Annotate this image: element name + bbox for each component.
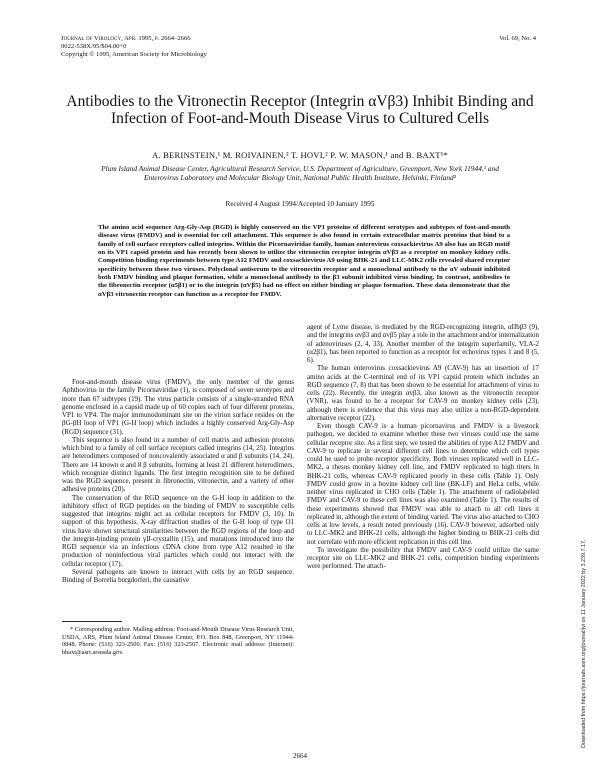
abstract: The amino acid sequence Arg-Gly-Asp (RGD) is highly conserved on the VP1 proteins of different serotypes and subtypes of foot-and-mouth disease virus (FMDV) and is essential for cell attachment. This sequence is also found in certain extracellular matrix proteins that bind to a family of cell surface receptors called integrins. Within the Picornaviridae family, human enterovirus coxsackievirus A9 also has an RGD motif on its VP1 capsid protein and has recently been shown to utilize the vitronectin receptor integrin αVβ3 as a receptor on monkey kidney cells. Competition binding experiments between type A12 FMDV and coxsackievirus A9 using BHK-21 and LLC-MK2 cells revealed shared receptor specificity between these two viruses. Polyclonal antiserum to the vitronectin receptor and a monoclonal antibody to the αV subunit inhibited both FMDV binding and plaque formation, while a monoclonal antibody to the β3 subunit inhibited virus binding. In contrast, antibodies to the fibronectin receptor (α5β1) or to the integrin (αVβ5) had no effect on either binding or plaque formation. These data demonstrate that the αVβ3 vitronectin receptor can function as a receptor for FMDV. [98, 224, 510, 298]
body-paragraph: Foot-and-mouth disease virus (FMDV), the only member of the genus Aphthovirus in the family Picornaviridae (1), is composed of seven serotypes and more than 67 subtypes (19). The virus particle consists of a single-stranded RNA genome enclosed in a capsid made up of 60 copies each of four different proteins, VP1 to VP4. The major immunodominant site on the virion surface resides on the βG-βH loop of VP1 (G-H loop) which includes a highly conserved Arg-Gly-Asp (RGD) sequence (31). [62, 378, 294, 436]
download-watermark: Downloaded from https://journals.asm.org/journal/jvi on 11 January 2022 by 3.239.7.17. [581, 539, 587, 748]
body-column-right [307, 323, 539, 711]
body-paragraph: This sequence is also found in a number of cell matrix and adhesion proteins which bind to a family of cell surface receptors called integrins (14, 25). Integrins are heterodimers composed of noncovalently associated α and β subunits (14, 24). There are 14 known α and 8 β subunits, forming at least 21 different heterodimers, which recognize distinct ligands. The first integrin recognition site to be defined was the RGD sequence, present in fibronectin, vitronectin, and a variety of other adhesive proteins (20). [62, 435, 294, 494]
received-date: Received 4 August 1994/Accepted 10 January 1995 [225, 200, 375, 208]
journal-header [61, 35, 361, 60]
body-paragraph: Even though CAV-9 is a human picornavirus and FMDV is a livestock pathogen, we decided to examine whether these two viruses could use the same cellular receptor site. As a first step, we tested the abilities of type A12 FMDV and CAV-9 to replicate in several different cell lines to determine which cell types could be used to probe receptor specificity. Both viruses replicated well in LLC-MK2, a rhesus monkey kidney cell line, and FMDV replicated to high titers in BHK-21 cells, whereas CAV-9 replicated poorly in these cells (Table 1). Only FMDV could grow in a bovine kidney cell line (BK-LF) and HeLa cells, while neither virus replicated in CHO cells (Table 1). The attachment of radiolabeled FMDV and CAV-9 to these cell lines was also examined (Table 1). The results of these experiments showed that FMDV was able to attach to all cell lines it replicated in, although the extent of binding varied. The virus also attached to CHO cells at low levels, a result noted previously (16). CAV-9 however, adsorbed only to LLC-MK2 and BHK-21 cells, although the higher binding to BHK-21 cells did not correlate with more efficient replication in this cell line. [307, 422, 539, 546]
footnote-text: * Corresponding author. Mailing address: Foot-and-Mouth Disease Virus Research Unit, USDA, ARS, Plum Island Animal Disease Center, P.O. Box 848, Greenport, NY 11944-0848. Phone: (516) 323-2500. Fax: (516) 323-2507. Electronic mail address: (Internet): bbaxt@asrr.arsusda.gov. [62, 626, 294, 656]
body-paragraph: Several pathogens are known to interact with cells by an RGD sequence. Binding of Borrelia burgdorferi, the causative [62, 567, 294, 584]
copyright: Copyright © 1995, American Society for Microbiology [61, 51, 207, 59]
footnote-divider [62, 621, 122, 622]
body-paragraph: The human enterovirus coxsackievirus A9 (CAV-9) has an insertion of 17 amino acids at the C-terminal end of its VP1 capsid protein which includes an RGD sequence (7, 8) that has been shown to be essential for attachment of virus to cells (22). Recently, the integrin αvβ3, also known as the vitronectin receptor (VNR), was found to be a receptor for CAV-9 on monkey kidney cells (23), although there is evidence that this virus may also utilize a non-RGD-dependent alternative receptor (22). [307, 364, 539, 422]
page-number: 2664 [293, 752, 307, 760]
affiliations: Plum Island Animal Disease Center, Agricultural Research Service, U.S. Department of Agriculture, Greenport, New York 11944,¹ and Enterovirus Laboratory and Molecular Biology Unit, National Public Health Institute, Helsinki, Finland² [101, 164, 499, 183]
volume-info: Vol. 69, No. 4 [499, 35, 536, 42]
body-paragraph: The conservation of the RGD sequence on the G-H loop in addition to the inhibitory effect of RGD peptides on the binding of FMDV to susceptible cells suggested that integrins might act as cellular receptors for FMDV (3, 10). In support of this hypothesis, X-ray diffraction studies of the G-H loop of type O1 virus have shown structural similarities between the RGD regions of the loop and the integrin-binding protein γII-crystallin (15), and mutations introduced into the RGD sequence via an infectious cDNA clone from type A12 resulted in the production of noninfectious viral particles which could not interact with the cellular receptor (17). [62, 493, 294, 568]
body-paragraph: To investigate the possibility that FMDV and CAV-9 could utilize the same receptor site on LLC-MK2 and BHK-21 cells, competition binding experiments were performed. The attach- [307, 545, 539, 571]
body-paragraph: agent of Lyme disease, is mediated by the RGD-recognizing integrin, αIIbβ3 (9), and the integrins αvβ3 and αvβ5 play a role in the attachment and/or internalization of adenoviruses (2, 4, 33). Another member of the integrin superfamily, VLA-2 (α2β1), has been reported to function as a receptor for echovirus types 1 and 8 (5, 6). [307, 323, 539, 364]
issn: 0022-538X/95/$04.00+0 [61, 43, 127, 51]
author-list: A. BERINSTEIN,¹ M. ROIVAINEN,² T. HOVI,² P. W. MASON,¹ and B. BAXT¹* [152, 150, 448, 160]
article-title: Antibodies to the Vitronectin Receptor (Integrin αVβ3) Inhibit Binding and Infection of Foot-and-Mouth Disease Virus to Cultured Cells [66, 93, 534, 127]
corresponding-author-footnote [62, 621, 294, 656]
journal-citation: Journal of Virology, Apr. 1995, p. 2664–2666 [61, 35, 191, 42]
